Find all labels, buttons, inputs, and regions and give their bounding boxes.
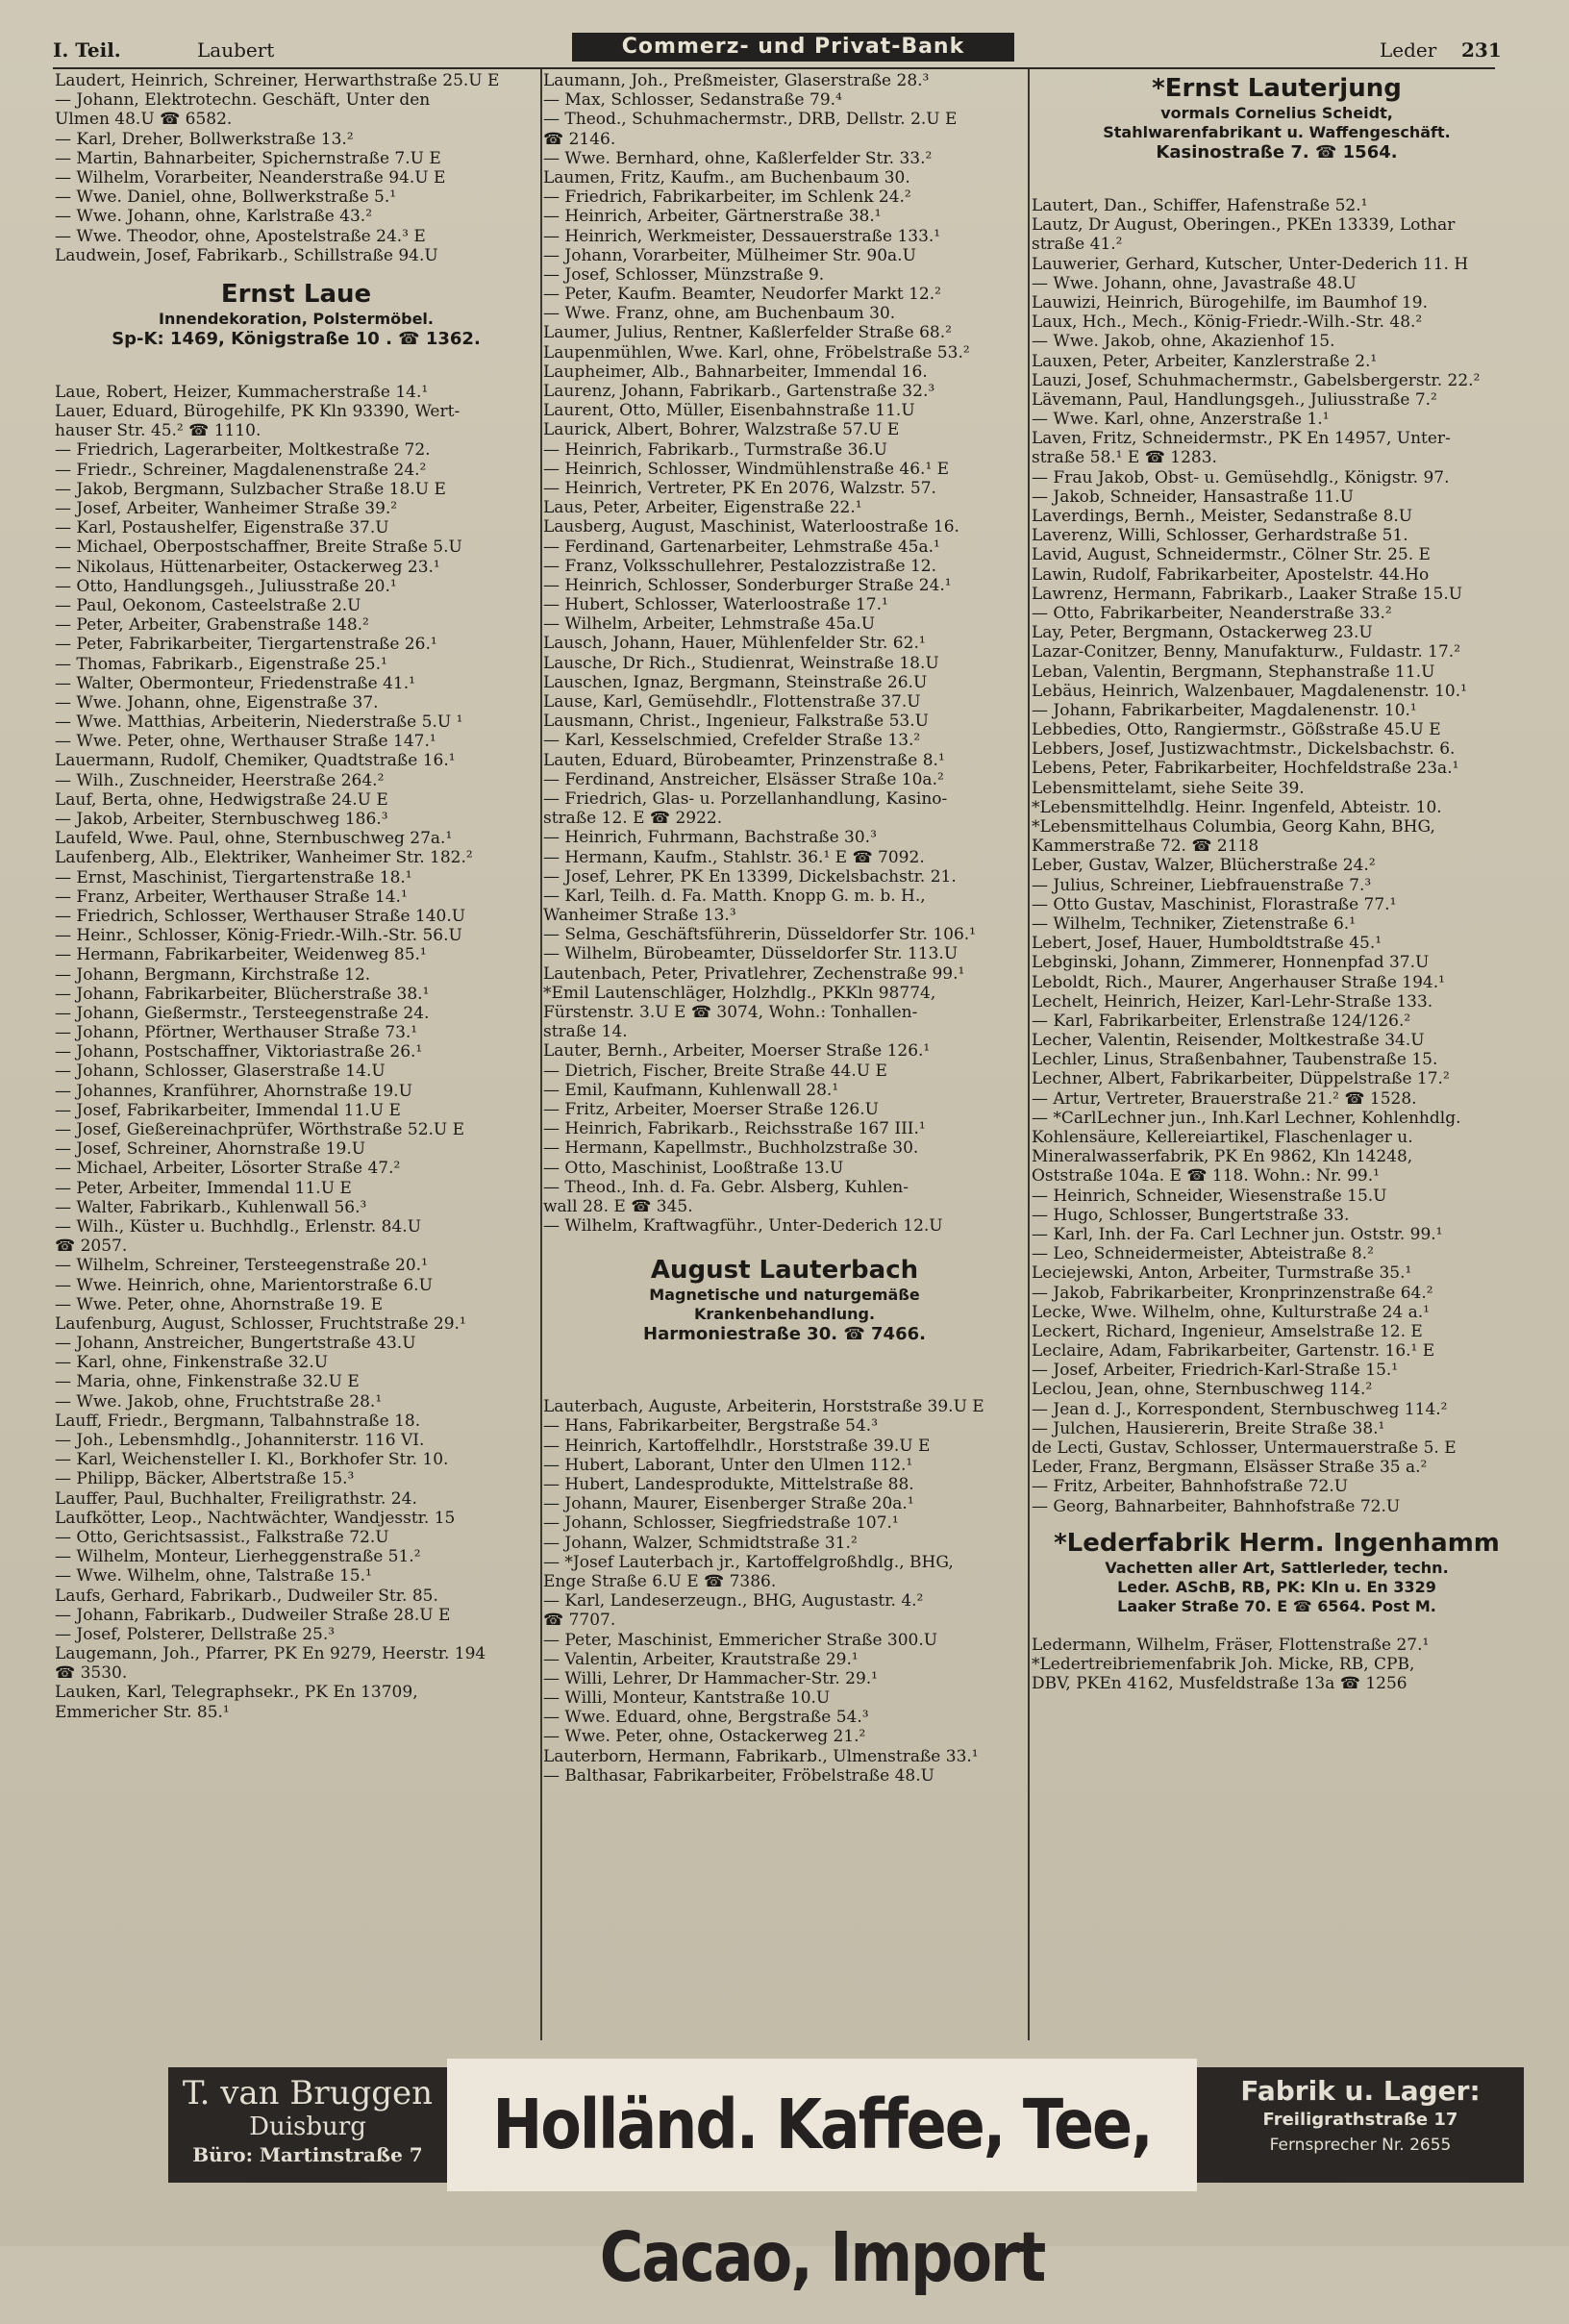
ad-line: Stahlwarenfabrikant u. Waffengeschäft. <box>1103 123 1451 141</box>
header-rule <box>53 67 1495 69</box>
directory-entry: Lause, Karl, Gemüsehdlr., Flottenstraße 37.U <box>543 692 921 712</box>
directory-entry: Lauffer, Paul, Buchhalter, Freiligrathstr. 24. <box>55 1488 417 1509</box>
directory-entry: — Wwe. Johann, ohne, Karlstraße 43.² <box>55 207 373 227</box>
directory-entry: — Hans, Fabrikarbeiter, Bergstraße 54.³ <box>543 1416 879 1437</box>
directory-entry: Lauermann, Rudolf, Chemiker, Quadtstraße 16.¹ <box>55 751 456 771</box>
directory-entry: — Wilhelm, Techniker, Zietenstraße 6.¹ <box>1032 913 1357 934</box>
directory-entry: — Franz, Volksschullehrer, Pestalozzistraße 12. <box>543 556 936 576</box>
directory-entry: — Nikolaus, Hüttenarbeiter, Ostackerweg 23.¹ <box>55 557 440 577</box>
guide-name-left: Laubert <box>197 38 275 62</box>
directory-entry: Emmericher Str. 85.¹ <box>55 1702 230 1722</box>
directory-entry: Lausmann, Christ., Ingenieur, Falkstraße 53.U <box>543 712 929 732</box>
directory-entry: — Wwe. Matthias, Arbeiterin, Niederstraße 5.U ¹ <box>55 712 463 733</box>
banner-factory <box>1197 2067 1524 2183</box>
directory-entry: — Otto, Fabrikarbeiter, Neanderstraße 33.² <box>1032 603 1392 623</box>
directory-entry: Lawrenz, Hermann, Fabrikarb., Laaker Straße 15.U <box>1032 584 1463 604</box>
directory-entry: — Wwe. Peter, ohne, Ahornstraße 19. E <box>55 1294 384 1314</box>
directory-entry: — Heinrich, Schlosser, Windmühlenstraße 46.¹ E <box>543 459 950 479</box>
directory-entry: de Lecti, Gustav, Schlosser, Untermauerstraße 5. E <box>1032 1438 1457 1458</box>
directory-entry: — Otto Gustav, Maschinist, Florastraße 77.¹ <box>1032 894 1397 914</box>
column-divider <box>540 69 542 2040</box>
col1-entries-a <box>55 71 537 265</box>
directory-entry: — Jakob, Schneider, Hansastraße 11.U <box>1032 487 1354 507</box>
directory-entry: — Wwe. Johann, ohne, Eigenstraße 37. <box>55 692 379 712</box>
guide-name-right: Leder <box>1380 38 1437 62</box>
directory-entry: Lauterbach, Auguste, Arbeiterin, Horststraße 39.U E <box>543 1397 984 1417</box>
directory-entry: Laus, Peter, Arbeiter, Eigenstraße 22.¹ <box>543 498 862 518</box>
directory-entry: — Josef, Arbeiter, Wanheimer Straße 39.² <box>55 499 398 518</box>
directory-entry: Leban, Valentin, Bergmann, Stephanstraße 11.U <box>1032 662 1435 682</box>
directory-entry: Lauten, Eduard, Bürobeamter, Prinzenstraße 8.¹ <box>543 750 945 770</box>
directory-entry: Lauxen, Peter, Arbeiter, Kanzlerstraße 2.¹ <box>1032 351 1378 371</box>
column-3 <box>1032 71 1522 1693</box>
directory-entry: Lautenbach, Peter, Privatlehrer, Zechenstraße 99.¹ <box>543 963 965 984</box>
directory-entry: — Johann, Elektrotechn. Geschäft, Unter den <box>55 90 431 111</box>
directory-entry: — Wilhelm, Arbeiter, Lehmstraße 45a.U <box>543 614 876 635</box>
directory-entry: Fürstenstr. 3.U E ☎ 3074, Wohn.: Tonhallen- <box>543 1003 918 1022</box>
directory-entry: — Karl, Kesselschmied, Crefelder Straße 13.² <box>543 731 921 751</box>
directory-entry: Leber, Gustav, Walzer, Blücherstraße 24.² <box>1032 856 1376 876</box>
ad-lederfabrik-ingenhamm <box>1032 1516 1522 1636</box>
directory-entry: — Heinrich, Werkmeister, Dessauerstraße 133.¹ <box>543 226 941 246</box>
directory-entry: — Michael, Oberpostschaffner, Breite Straße 5.U <box>55 537 462 558</box>
directory-entry: — Karl, Inh. der Fa. Carl Lechner jun. Oststr. 99.¹ <box>1032 1224 1443 1244</box>
directory-entry: — Wilhelm, Bürobeamter, Düsseldorfer Str. 113.U <box>543 944 959 964</box>
ad-line: vormals Cornelius Scheidt, <box>1160 104 1393 122</box>
directory-entry: hauser Str. 45.² ☎ 1110. <box>55 421 262 441</box>
directory-entry: Laufkötter, Leop., Nachtwächter, Wandjesstr. 15 <box>55 1508 456 1528</box>
directory-entry: — Otto, Maschinist, Looßtraße 13.U <box>543 1158 844 1178</box>
directory-entry: Laudwein, Josef, Fabrikarb., Schillstraße 94.U <box>55 245 438 265</box>
directory-entry: — Wilhelm, Schreiner, Tersteegenstraße 20.¹ <box>55 1256 428 1276</box>
directory-entry: — Wilh., Küster u. Buchhdlg., Erlenstr. 84.U <box>55 1216 422 1237</box>
directory-entry: — Friedrich, Lagerarbeiter, Moltkestraße 72. <box>55 440 431 461</box>
directory-entry: Lebens, Peter, Fabrikarbeiter, Hochfeldstraße 23a.¹ <box>1032 759 1459 779</box>
directory-entry: — Heinrich, Vertreter, PK En 2076, Walzstr. 57. <box>543 478 936 498</box>
directory-entry: — Willi, Monteur, Kantstraße 10.U <box>543 1688 831 1709</box>
ad-title: *Ernst Lauterjung <box>1152 74 1402 103</box>
col3-entries-a <box>1032 196 1522 1516</box>
directory-entry: — Karl, Landeserzeugn., BHG, Augustastr. 4.² <box>543 1591 924 1612</box>
directory-entry: Enge Straße 6.U E ☎ 7386. <box>543 1571 777 1591</box>
directory-entry: — Frau Jakob, Obst- u. Gemüsehdlg., Königstr. 97. <box>1032 467 1450 487</box>
col2-entries-b <box>543 1397 1026 1786</box>
directory-entry: — Johann, Bergmann, Kirchstraße 12. <box>55 964 371 985</box>
directory-entry: — Heinrich, Arbeiter, Gärtnerstraße 38.¹ <box>543 207 882 227</box>
directory-entry: — Wilh., Zuschneider, Heerstraße 264.² <box>55 770 385 790</box>
directory-entry: — Wwe. Jakob, ohne, Akazienhof 15. <box>1032 332 1335 352</box>
ad-line: Leder. ASchB, RB, PK: Kln u. En 3329 <box>1117 1577 1436 1596</box>
directory-entry: Lauzi, Josef, Schuhmachermstr., Gabelsbergerstr. 22.² <box>1032 370 1481 390</box>
directory-entry: — Peter, Kaufm. Beamter, Neudorfer Markt 12.² <box>543 285 941 305</box>
directory-entry: Kammerstraße 72. ☎ 2118 <box>1032 837 1259 857</box>
directory-entry: Lebginski, Johann, Zimmerer, Honnenpfad 37.U <box>1032 953 1430 973</box>
directory-entry: — Joh., Lebensmhdlg., Johanniterstr. 116 VI. <box>55 1431 425 1450</box>
directory-entry: — Karl, Dreher, Bollwerkstraße 13.² <box>55 129 354 149</box>
directory-entry: Leclaire, Adam, Fabrikarbeiter, Gartenstr. 16.¹ E <box>1032 1341 1435 1362</box>
column-divider <box>1028 69 1030 2040</box>
ad-ernst-lauterjung <box>1032 71 1522 196</box>
directory-entry: — Josef, Arbeiter, Friedrich-Karl-Straße 15.¹ <box>1032 1361 1399 1381</box>
directory-entry: — Maria, ohne, Finkenstraße 32.U E <box>55 1372 360 1392</box>
directory-entry: — Johann, Schlosser, Glaserstraße 14.U <box>55 1062 386 1082</box>
directory-entry: — Walter, Fabrikarb., Kuhlenwall 56.³ <box>55 1197 367 1217</box>
directory-entry: Lecher, Valentin, Reisender, Moltkestraße 34.U <box>1032 1031 1425 1051</box>
bottom-banner-ad <box>168 2067 1524 2298</box>
ad-august-lauterbach <box>543 1236 1026 1397</box>
column-1 <box>55 71 537 1722</box>
directory-entry: — Balthasar, Fabrikarbeiter, Fröbelstraße 48.U <box>543 1765 934 1786</box>
directory-entry: straße 58.¹ E ☎ 1283. <box>1032 448 1217 468</box>
ad-line: Magnetische und naturgemäße <box>649 1286 920 1305</box>
directory-entry: Oststraße 104a. E ☎ 118. Wohn.: Nr. 99.¹ <box>1032 1166 1380 1187</box>
banner-company-city: Duisburg <box>249 2112 366 2141</box>
directory-entry: — Johann, Maurer, Eisenberger Straße 20a.¹ <box>543 1494 914 1514</box>
directory-entry: — Friedrich, Fabrikarbeiter, im Schlenk 24.² <box>543 187 911 208</box>
directory-entry: Laux, Hch., Mech., König-Friedr.-Wilh.-Str. 48.² <box>1032 312 1423 333</box>
directory-entry: Lävemann, Paul, Handlungsgeh., Juliusstraße 7.² <box>1032 389 1437 410</box>
directory-entry: — Michael, Arbeiter, Lösorter Straße 47.² <box>55 1159 401 1179</box>
directory-entry: — Ferdinand, Anstreicher, Elsässer Straße 10a.² <box>543 769 944 789</box>
directory-entry: — Jakob, Bergmann, Sulzbacher Straße 18.U E <box>55 479 446 499</box>
directory-entry: — Heinrich, Schneider, Wiesenstraße 15.U <box>1032 1186 1387 1206</box>
directory-entry: — Johann, Walzer, Schmidtstraße 31.² <box>543 1533 858 1553</box>
directory-entry: Lauschen, Ignaz, Bergmann, Steinstraße 26.U <box>543 672 928 692</box>
directory-entry: — Wwe. Eduard, ohne, Bergstraße 54.³ <box>543 1708 869 1728</box>
banner-factory-phone: Fernsprecher Nr. 2655 <box>1269 2136 1452 2155</box>
directory-entry: Wanheimer Straße 13.³ <box>543 906 736 926</box>
directory-entry: *Lebensmittelhdlg. Heinr. Ingenfeld, Abteistr. 10. <box>1032 797 1442 817</box>
directory-entry: ☎ 2146. <box>543 129 616 149</box>
directory-entry: — Jean d. J., Korrespondent, Sternbuschweg 114.² <box>1032 1399 1448 1419</box>
directory-entry: Lauf, Berta, ohne, Hedwigstraße 24.U E <box>55 789 388 810</box>
directory-entry: — Heinr., Schlosser, König-Friedr.-Wilh.-Str. 56.U <box>55 926 462 946</box>
directory-entry: Lauer, Eduard, Bürogehilfe, PK Kln 93390, Wert- <box>55 402 461 422</box>
directory-entry: — Julius, Schreiner, Liebfrauenstraße 7.³ <box>1032 875 1372 895</box>
banner-company-office: Büro: Martinstraße 7 <box>192 2143 423 2166</box>
directory-entry: — Johann, Postschaffner, Viktoriastraße 26.¹ <box>55 1042 423 1062</box>
directory-entry: — Wwe. Heinrich, ohne, Marientorstraße 6.U <box>55 1275 433 1295</box>
directory-entry: Laurick, Albert, Bohrer, Walzstraße 57.U E <box>543 420 900 440</box>
directory-entry: — Hermann, Fabrikarbeiter, Weidenweg 85.¹ <box>55 945 427 965</box>
directory-entry: — Wwe. Jakob, ohne, Fruchtstraße 28.¹ <box>55 1391 383 1412</box>
directory-entry: — Karl, Weichensteller I. Kl., Borkhofer Str. 10. <box>55 1450 449 1470</box>
bank-banner: Commerz- und Privat-Bank <box>572 33 1014 62</box>
directory-entry: — Leo, Schneidermeister, Abteistraße 8.² <box>1032 1244 1374 1264</box>
directory-entry: Laverenz, Willi, Schlosser, Gerhardstraße 51. <box>1032 526 1408 546</box>
directory-entry: Laufs, Gerhard, Fabrikarb., Dudweiler Str. 85. <box>55 1586 438 1606</box>
directory-entry: Lechler, Linus, Straßenbahner, Taubenstraße 15. <box>1032 1050 1438 1070</box>
ad-title: Ernst Laue <box>220 279 372 309</box>
directory-entry: Laurenz, Johann, Fabrikarb., Gartenstraße 32.³ <box>543 382 935 401</box>
directory-entry: Lebensmittelamt, siehe Seite 39. <box>1032 778 1305 798</box>
directory-entry: — Johann, Schlosser, Siegfriedstraße 107.¹ <box>543 1513 899 1534</box>
directory-entry: Lebert, Josef, Hauer, Humboldtstraße 45.¹ <box>1032 934 1382 954</box>
directory-entry: — Peter, Arbeiter, Immendal 11.U E <box>55 1178 352 1198</box>
directory-entry: — Hermann, Kaufm., Stahlstr. 36.¹ E ☎ 7092. <box>543 847 925 867</box>
directory-entry: Lebbers, Josef, Justizwachtmstr., Dickelsbachstr. 6. <box>1032 739 1456 760</box>
directory-entry: Lausche, Dr Rich., Studienrat, Weinstraße 18.U <box>543 653 939 673</box>
directory-entry: Laurent, Otto, Müller, Eisenbahnstraße 11.U <box>543 401 915 421</box>
directory-entry: Lecke, Wwe. Wilhelm, ohne, Kulturstraße 24 a.¹ <box>1032 1302 1431 1322</box>
directory-entry: — Artur, Vertreter, Brauerstraße 21.² ☎ 1528. <box>1032 1088 1417 1109</box>
directory-entry: — Wilhelm, Kraftwagführ., Unter-Dederich 12.U <box>543 1216 943 1237</box>
directory-entry: Laufeld, Wwe. Paul, ohne, Sternbuschweg 27a.¹ <box>55 829 453 849</box>
directory-entry: *Emil Lautenschläger, Holzhdlg., PKKln 98774, <box>543 983 936 1003</box>
directory-entry: wall 28. E ☎ 345. <box>543 1196 693 1216</box>
directory-entry: Lauwizi, Heinrich, Bürogehilfe, im Baumhof 19. <box>1032 292 1428 312</box>
directory-entry: — Max, Schlosser, Sedanstraße 79.⁴ <box>543 90 842 111</box>
directory-entry: — Hubert, Laborant, Unter den Ulmen 112.¹ <box>543 1455 913 1475</box>
directory-entry: Lausberg, August, Maschinist, Waterloostraße 16. <box>543 517 959 537</box>
directory-entry: *Ledertreibriemenfabrik Joh. Micke, RB, CPB, <box>1032 1654 1415 1674</box>
directory-entry: — Paul, Oekonom, Casteelstraße 2.U <box>55 595 361 615</box>
banner-company <box>168 2067 447 2183</box>
directory-entry: Leder, Franz, Bergmann, Elsässer Straße 35 a.² <box>1032 1458 1428 1478</box>
directory-entry: — Ernst, Maschinist, Tiergartenstraße 18.¹ <box>55 867 412 887</box>
directory-entry: — Willi, Lehrer, Dr Hammacher-Str. 29.¹ <box>543 1668 878 1688</box>
directory-entry: — Wwe. Wilhelm, ohne, Talstraße 15.¹ <box>55 1566 372 1587</box>
directory-entry: — Josef, Schlosser, Münzstraße 9. <box>543 264 825 285</box>
directory-entry: Ulmen 48.U ☎ 6582. <box>55 110 233 130</box>
directory-entry: — Johann, Fabrikarb., Dudweiler Straße 28.U E <box>55 1605 451 1625</box>
directory-entry: — Fritz, Arbeiter, Moerser Straße 126.U <box>543 1099 879 1119</box>
directory-entry: — Johann, Fabrikarbeiter, Blücherstraße 38.¹ <box>55 984 430 1004</box>
directory-entry: Lauff, Friedr., Bergmann, Talbahnstraße 18. <box>55 1411 421 1431</box>
directory-entry: — Josef, Gießereinachprüfer, Wörthstraße 52.U E <box>55 1120 465 1139</box>
directory-entry: — Selma, Geschäftsführerin, Düsseldorfer Str. 106.¹ <box>543 925 976 945</box>
directory-entry: — Josef, Fabrikarbeiter, Immendal 11.U E <box>55 1100 401 1120</box>
directory-entry: Lebbedies, Otto, Rangiermstr., Gößstraße 45.U E <box>1032 720 1441 740</box>
ad-line: Sp-K: 1469, Königstraße 10 . ☎ 1362. <box>112 328 481 349</box>
directory-entry: — Friedr., Schreiner, Magdalenenstraße 24.² <box>55 460 427 480</box>
directory-entry: — Josef, Schreiner, Ahornstraße 19.U <box>55 1139 366 1160</box>
directory-entry: — Emil, Kaufmann, Kuhlenwall 28.¹ <box>543 1080 839 1100</box>
directory-entry: ☎ 2057. <box>55 1237 128 1257</box>
directory-entry: — Jakob, Arbeiter, Sternbuschweg 186.³ <box>55 810 388 829</box>
banner-factory-title: Fabrik u. Lager: <box>1240 2075 1481 2107</box>
directory-entry: — Walter, Obermonteur, Friedenstraße 41.¹ <box>55 673 415 693</box>
directory-entry: — Karl, Fabrikarbeiter, Erlenstraße 124/126.² <box>1032 1011 1411 1031</box>
directory-entry: Laverdings, Bernh., Meister, Sedanstraße 8.U <box>1032 507 1413 526</box>
directory-entry: Laumen, Fritz, Kaufm., am Buchenbaum 30. <box>543 167 910 187</box>
directory-entry: — Friedrich, Schlosser, Werthauser Straße 140.U <box>55 906 466 926</box>
directory-entry: — Karl, Postaushelfer, Eigenstraße 37.U <box>55 518 389 538</box>
directory-entry: Mineralwasserfabrik, PK En 9862, Kln 14248, <box>1032 1147 1413 1167</box>
directory-entry: straße 12. E ☎ 2922. <box>543 809 723 829</box>
directory-entry: — Wwe. Daniel, ohne, Bollwerkstraße 5.¹ <box>55 187 397 208</box>
directory-entry: — Johann, Anstreicher, Bungertstraße 43.U <box>55 1334 416 1354</box>
directory-entry: — Johannes, Kranführer, Ahornstraße 19.U <box>55 1081 412 1101</box>
directory-entry: — Karl, Teilh. d. Fa. Matth. Knopp G. m. b. H., <box>543 886 926 906</box>
ad-title: *Lederfabrik Herm. Ingenhamm <box>1054 1528 1500 1558</box>
directory-entry: ☎ 7707. <box>543 1611 616 1631</box>
ad-line: Krankenbehandlung. <box>693 1305 876 1324</box>
column-2 <box>543 71 1026 1786</box>
directory-entry: — Wilhelm, Monteur, Lierheggenstraße 51.² <box>55 1547 421 1567</box>
directory-entry: Laue, Robert, Heizer, Kummacherstraße 14.¹ <box>55 382 429 402</box>
banner-slogan: Holländ. Kaffee, Tee, Cacao, Import <box>447 2059 1197 2191</box>
directory-entry: — Otto, Gerichtsassist., Falkstraße 72.U <box>55 1527 389 1547</box>
directory-entry: Laupenmühlen, Wwe. Karl, ohne, Fröbelstraße 53.² <box>543 342 970 362</box>
directory-entry: Lechelt, Heinrich, Heizer, Karl-Lehr-Straße 133. <box>1032 991 1433 1012</box>
directory-entry: — Fritz, Arbeiter, Bahnhofstraße 72.U <box>1032 1477 1349 1497</box>
col3-entries-b <box>1032 1636 1522 1694</box>
directory-entry: ☎ 3530. <box>55 1663 128 1684</box>
directory-entry: Lazar-Conitzer, Benny, Manufakturw., Fuldastr. 17.² <box>1032 642 1461 662</box>
directory-entry: Lechner, Albert, Fabrikarbeiter, Düppelstraße 17.² <box>1032 1069 1450 1089</box>
directory-entry: Laumann, Joh., Preßmeister, Glaserstraße 28.³ <box>543 71 930 90</box>
banner-company-name: T. van Bruggen <box>182 2074 434 2112</box>
directory-entry: Lauken, Karl, Telegraphsekr., PK En 13709, <box>55 1683 418 1703</box>
directory-entry: — Wwe. Franz, ohne, am Buchenbaum 30. <box>543 304 896 324</box>
directory-entry: — Georg, Bahnarbeiter, Bahnhofstraße 72.U <box>1032 1496 1401 1516</box>
directory-entry: — Wwe. Theodor, ohne, Apostelstraße 24.³ E <box>55 226 426 246</box>
banner-factory-street: Freiligrathstraße 17 <box>1262 2110 1458 2130</box>
directory-entry: — Heinrich, Kartoffelhdlr., Horststraße 39.U E <box>543 1436 931 1456</box>
ad-line: Innendekoration, Polstermöbel. <box>159 309 434 328</box>
directory-entry: Laupheimer, Alb., Bahnarbeiter, Immendal 16. <box>543 362 928 382</box>
directory-entry: — Wwe. Peter, ohne, Werthauser Straße 147.¹ <box>55 732 436 752</box>
ad-line: Kasinostraße 7. ☎ 1564. <box>1156 142 1398 162</box>
directory-entry: Lausch, Johann, Hauer, Mühlenfelder Str. 62.¹ <box>543 634 926 654</box>
directory-entry: Ledermann, Wilhelm, Fräser, Flottenstraße 27.¹ <box>1032 1635 1430 1655</box>
directory-entry: Leclou, Jean, ohne, Sternbuschweg 114.² <box>1032 1380 1373 1400</box>
directory-entry: — Peter, Arbeiter, Grabenstraße 148.² <box>55 615 369 636</box>
directory-entry: Leboldt, Rich., Maurer, Angerhauser Straße 194.¹ <box>1032 972 1445 992</box>
directory-entry: Laven, Fritz, Schneidermstr., PK En 14957, Unter- <box>1032 429 1451 449</box>
directory-entry: straße 14. <box>543 1022 628 1042</box>
directory-entry: — *CarlLechner jun., Inh.Karl Lechner, Kohlenhdlg. <box>1032 1108 1461 1128</box>
directory-entry: — Josef, Polsterer, Dellstraße 25.³ <box>55 1624 336 1644</box>
directory-entry: — Wwe. Peter, ohne, Ostackerweg 21.² <box>543 1727 866 1747</box>
directory-entry: — Peter, Fabrikarbeiter, Tiergartenstraße 26.¹ <box>55 635 437 655</box>
directory-entry: — Philipp, Bäcker, Albertstraße 15.³ <box>55 1469 355 1489</box>
directory-entry: — Johann, Vorarbeiter, Mülheimer Str. 90a.U <box>543 245 916 265</box>
directory-entry: — Franz, Arbeiter, Werthauser Straße 14.¹ <box>55 887 408 907</box>
directory-entry: — Ferdinand, Gartenarbeiter, Lehmstraße 45a.¹ <box>543 537 940 557</box>
directory-entry: DBV, PKEn 4162, Musfeldstraße 13a ☎ 1256 <box>1032 1674 1407 1694</box>
directory-entry: Lauter, Bernh., Arbeiter, Moerser Straße 126.¹ <box>543 1041 931 1062</box>
directory-entry: Leciejewski, Anton, Arbeiter, Turmstraße 35.¹ <box>1032 1263 1412 1284</box>
directory-entry: — Hermann, Kapellmstr., Buchholzstraße 30. <box>543 1138 919 1159</box>
directory-entry: Lautz, Dr August, Oberingen., PKEn 13339, Lothar <box>1032 215 1456 236</box>
directory-entry: — Thomas, Fabrikarb., Eigenstraße 25.¹ <box>55 654 387 674</box>
ad-ernst-laue <box>55 265 537 383</box>
directory-entry: *Lebensmittelhaus Columbia, Georg Kahn, BHG, <box>1032 817 1435 837</box>
directory-entry: — Wwe. Karl, ohne, Anzerstraße 1.¹ <box>1032 410 1330 430</box>
directory-entry: Lauwerier, Gerhard, Kutscher, Unter-Dederich 11. H <box>1032 254 1469 274</box>
directory-entry: Laugemann, Joh., Pfarrer, PK En 9279, Heerstr. 194 <box>55 1644 486 1664</box>
ad-title: August Lauterbach <box>650 1256 919 1286</box>
page-header <box>53 33 1502 71</box>
directory-entry: Lauterborn, Hermann, Fabrikarb., Ulmenstraße 33.¹ <box>543 1746 979 1766</box>
directory-entry: — Johann, Pförtner, Werthauser Straße 73.¹ <box>55 1023 418 1043</box>
directory-entry: — *Josef Lauterbach jr., Kartoffelgroßhdlg., BHG, <box>543 1552 954 1572</box>
directory-entry: — Hubert, Landesprodukte, Mittelstraße 88. <box>543 1475 914 1494</box>
col2-entries-a <box>543 71 1026 1236</box>
directory-entry: — Wwe. Bernhard, ohne, Kaßlerfelder Str. 33.² <box>543 148 933 168</box>
directory-entry: — Heinrich, Schlosser, Sonderburger Straße 24.¹ <box>543 575 952 595</box>
directory-entry: — Heinrich, Fabrikarb., Turmstraße 36.U <box>543 439 887 460</box>
directory-entry: — Wwe. Johann, ohne, Javastraße 48.U <box>1032 273 1357 293</box>
directory-entry: — Josef, Lehrer, PK En 13399, Dickelsbachstr. 21. <box>543 866 957 887</box>
directory-entry: straße 41.² <box>1032 235 1123 255</box>
directory-entry: — Theod., Schuhmachermstr., DRB, Dellstr. 2.U E <box>543 110 958 130</box>
directory-entry: — Valentin, Arbeiter, Krautstraße 29.¹ <box>543 1649 859 1669</box>
directory-entry: Lautert, Dan., Schiffer, Hafenstraße 52.¹ <box>1032 196 1368 215</box>
directory-entry: — Peter, Maschinist, Emmericher Straße 300.U <box>543 1630 938 1650</box>
directory-entry: — Friedrich, Glas- u. Porzellanhandlung, Kasino- <box>543 788 948 809</box>
directory-entry: — Hugo, Schlosser, Bungertstraße 33. <box>1032 1205 1350 1225</box>
directory-entry: — Martin, Bahnarbeiter, Spichernstraße 7.U E <box>55 148 441 168</box>
directory-entry: — Jakob, Fabrikarbeiter, Kronprinzenstraße 64.² <box>1032 1283 1433 1303</box>
directory-entry: — Otto, Handlungsgeh., Juliusstraße 20.¹ <box>55 576 397 596</box>
directory-entry: Laumer, Julius, Rentner, Kaßlerfelder Straße 68.² <box>543 323 952 343</box>
directory-entry: Lawin, Rudolf, Fabrikarbeiter, Apostelstr. 44.Ho <box>1032 564 1430 585</box>
directory-entry: — Johann, Fabrikarbeiter, Magdalenenstr. 10.¹ <box>1032 700 1417 720</box>
directory-entry: — Theod., Inh. d. Fa. Gebr. Alsberg, Kuhlen- <box>543 1177 909 1197</box>
directory-entry: — Hubert, Schlosser, Waterloostraße 17.¹ <box>543 595 888 615</box>
directory-entry: — Julchen, Hausiererin, Breite Straße 38.¹ <box>1032 1418 1385 1438</box>
ad-line: Laaker Straße 70. E ☎ 6564. Post M. <box>1117 1596 1436 1615</box>
directory-entry: Laufenburg, August, Schlosser, Fruchtstraße 29.¹ <box>55 1313 466 1334</box>
ad-line: Vachetten aller Art, Sattlerleder, techn. <box>1105 1558 1449 1577</box>
page-number: 231 <box>1461 38 1502 62</box>
col1-entries-b <box>55 383 537 1722</box>
directory-entry: Lavid, August, Schneidermstr., Cölner Str. 25. E <box>1032 545 1431 565</box>
directory-entry: Laufenberg, Alb., Elektriker, Wanheimer Str. 182.² <box>55 848 473 868</box>
directory-entry: Kohlensäure, Kellereiartikel, Flaschenlager u. <box>1032 1128 1413 1147</box>
directory-entry: Laudert, Heinrich, Schreiner, Herwarthstraße 25.U E <box>55 71 500 90</box>
directory-entry: — Dietrich, Fischer, Breite Straße 44.U E <box>543 1061 887 1081</box>
directory-entry: Lebäus, Heinrich, Walzenbauer, Magdalenenstr. 10.¹ <box>1032 681 1467 701</box>
directory-entry: — Heinrich, Fuhrmann, Bachstraße 30.³ <box>543 828 877 848</box>
ad-line: Harmoniestraße 30. ☎ 7466. <box>643 1324 926 1345</box>
part-label: I. Teil. <box>53 38 121 62</box>
directory-entry: — Johann, Gießermstr., Tersteegenstraße 24. <box>55 1003 430 1023</box>
directory-entry: — Karl, ohne, Finkenstraße 32.U <box>55 1353 329 1373</box>
directory-entry: — Heinrich, Fabrikarb., Reichsstraße 167 III.¹ <box>543 1119 926 1139</box>
directory-entry: — Wilhelm, Vorarbeiter, Neanderstraße 94.U E <box>55 167 446 187</box>
directory-entry: Leckert, Richard, Ingenieur, Amselstraße 12. E <box>1032 1321 1423 1341</box>
directory-entry: Lay, Peter, Bergmann, Ostackerweg 23.U <box>1032 623 1373 643</box>
